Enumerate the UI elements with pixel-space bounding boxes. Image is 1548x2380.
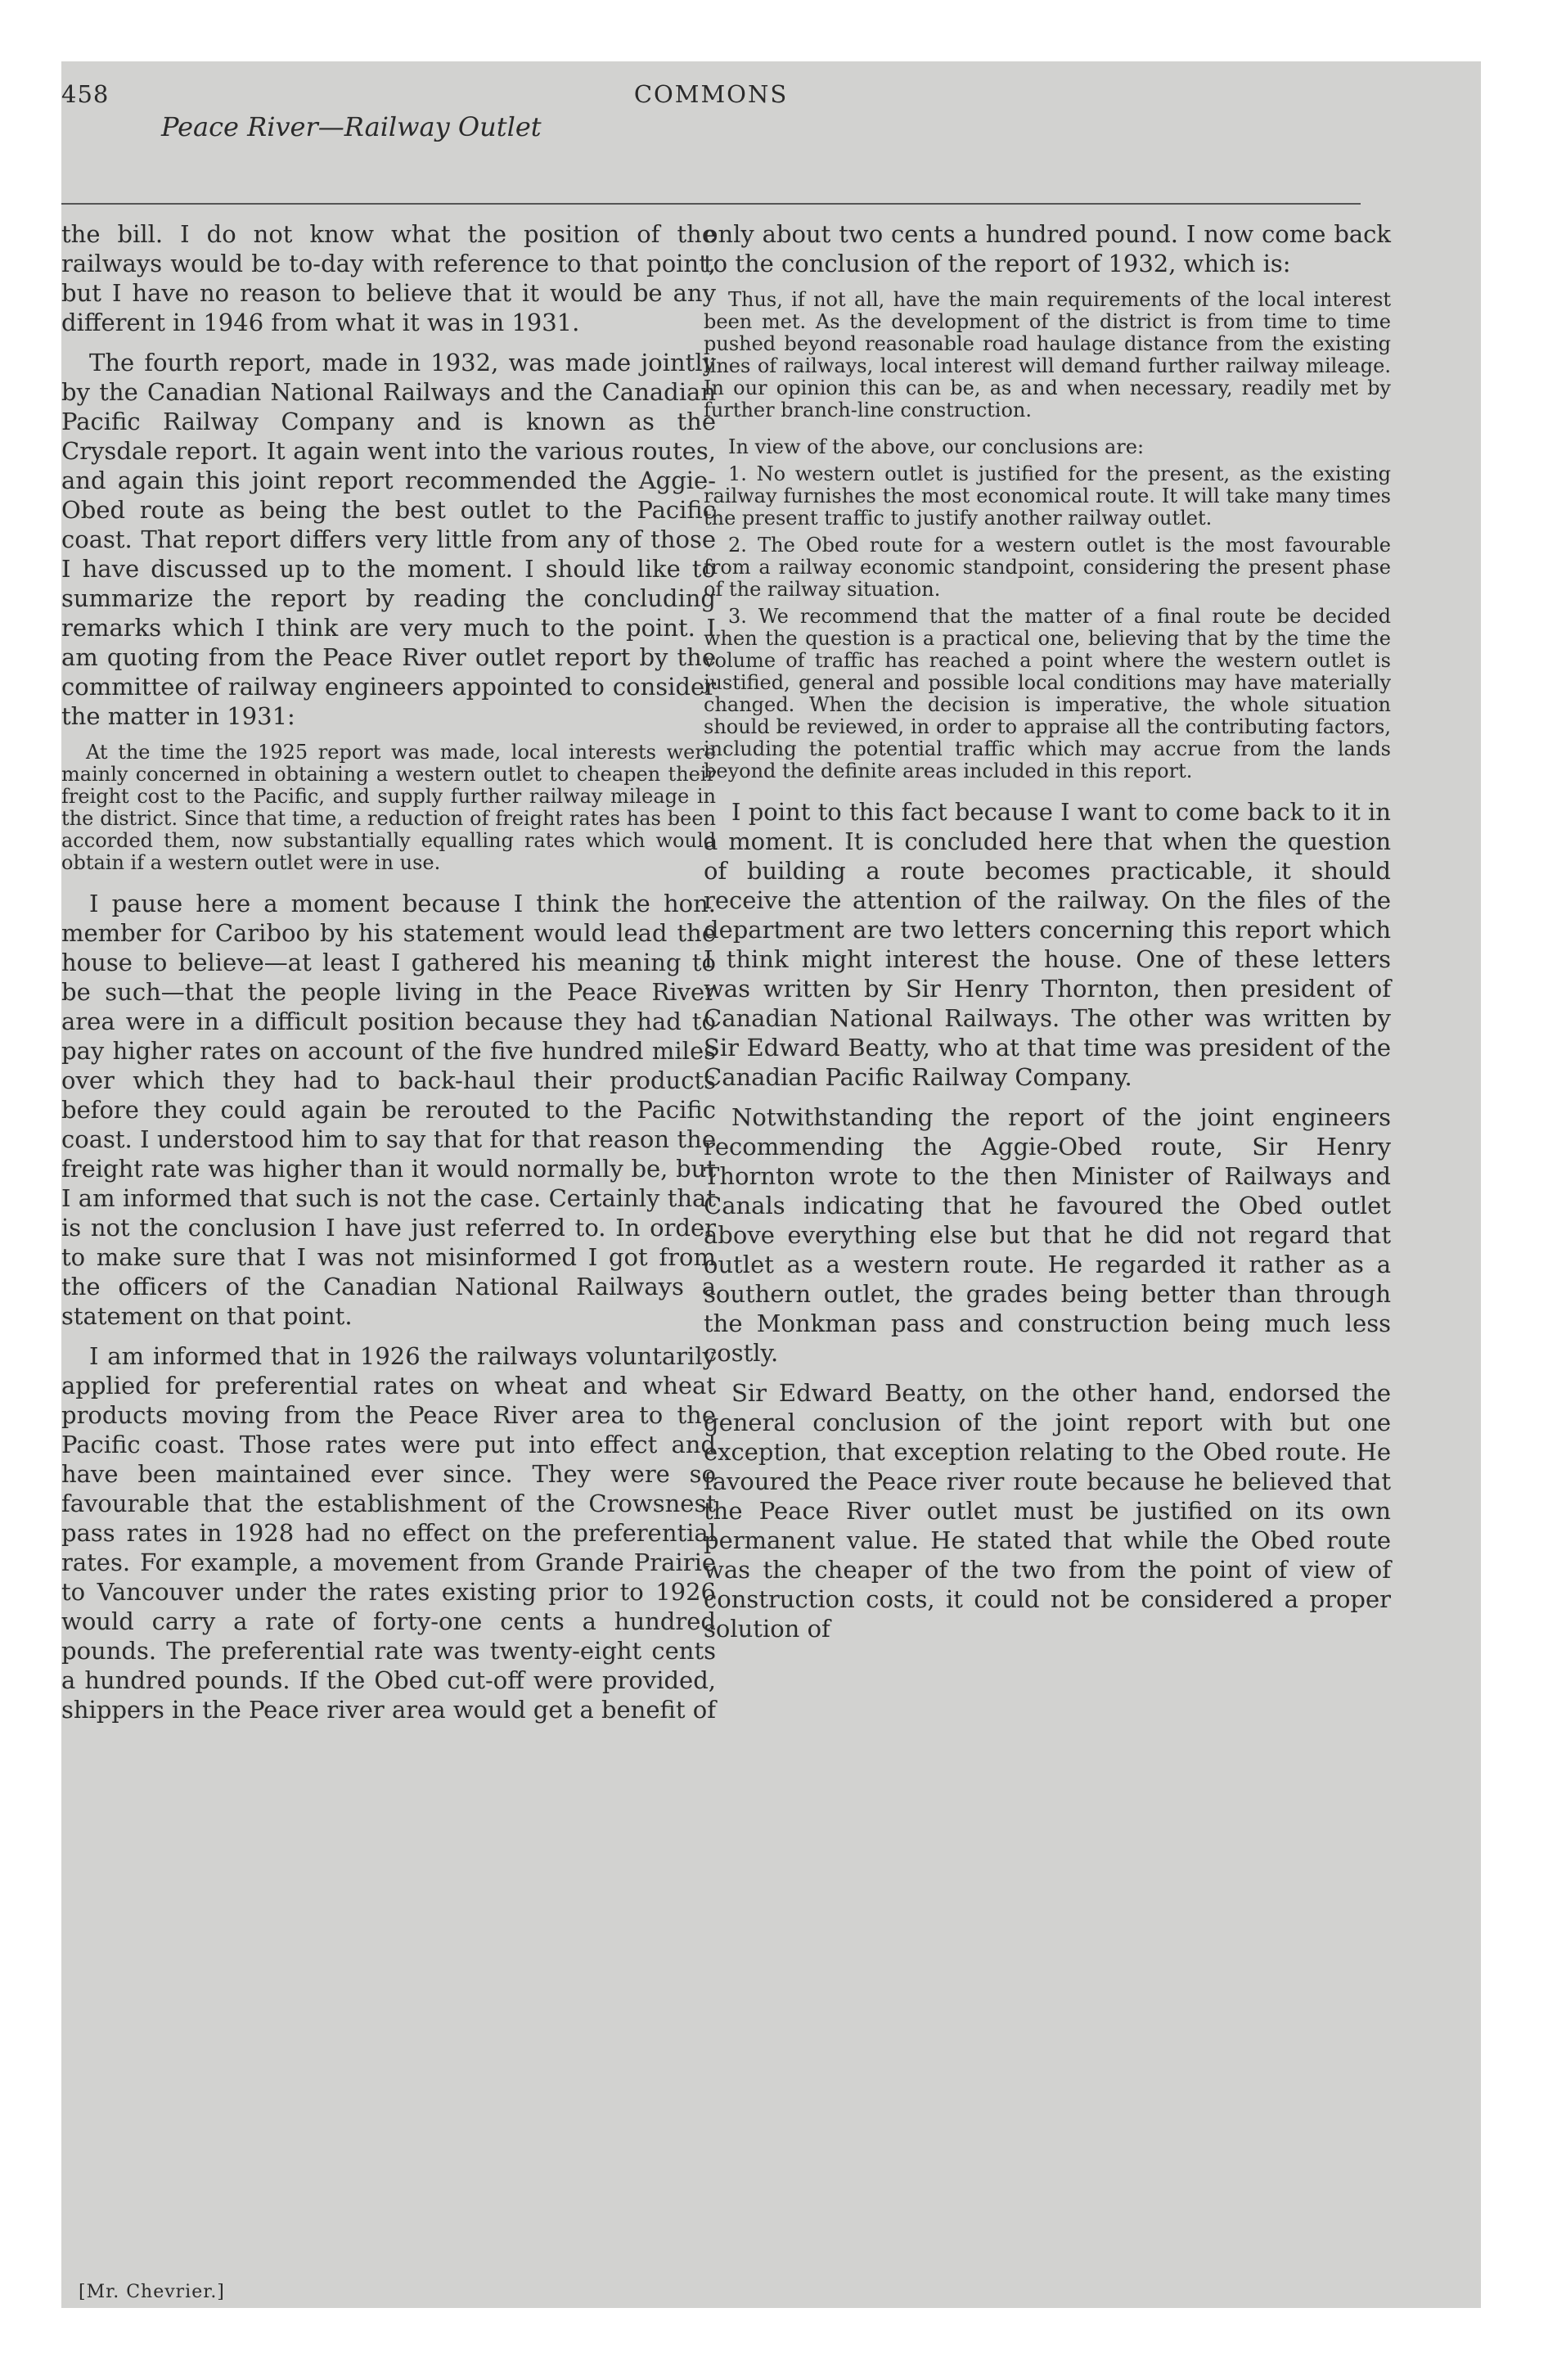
left-column xyxy=(61,219,716,1735)
quoted-paragraph: At the time the 1925 report was made, local interests were mainly concerned in obtaining a western outlet to cheapen their freight cost to the Pacific, and supply further railway mileage in the district. Since that time, a reduction of freight rates has been accorded them, now substantially equalling rates which would obtain if a western outlet were in use. xyxy=(61,741,716,874)
page-number: 458 xyxy=(61,80,110,108)
paragraph: I point to this fact because I want to come back to it in a moment. It is concluded here that when the question of building a route becomes practicable, it should receive the attention of the railway. On the files of the department are two letters concerning this report which I think might interest the house. One of these letters was written by Sir Henry Thornton, then president of Canadian National Railways. The other was written by Sir Edward Beatty, who at that time was president of the Canadian Pacific Railway Company. xyxy=(704,798,1391,1091)
running-title: Peace River—Railway Outlet xyxy=(161,111,542,142)
page-header xyxy=(61,80,1361,219)
quoted-paragraph: Thus, if not all, have the main requirements of the local interest been met. As the development of the district is from time to time pushed beyond reasonable road haulage distance from the existing lines of railways, local interest will demand further railway mileage. In our opinion this can be, as and when necessary, readily met by further branch-line construction. xyxy=(704,288,1391,421)
quoted-paragraph: 3. We recommend that the matter of a final route be decided when the question is a practical one, believing that by the time the volume of traffic has reached a point where the western outlet is justified, general and possible local conditions may have materially changed. When the decision is imperative, the whole situation should be reviewed, in order to appraise all the contributing factors, including the potential traffic which may accrue from the lands beyond the definite areas included in this report. xyxy=(704,605,1391,782)
quoted-paragraph: In view of the above, our conclusions are: xyxy=(728,435,1145,458)
speaker-footnote: [Mr. Chevrier.] xyxy=(79,2282,225,2302)
header-rule xyxy=(61,203,1361,205)
paragraph: I am informed that in 1926 the railways voluntarily applied for preferential rates on wheat and wheat products moving from the Peace River area to the Pacific coast. Those rates were put into effect and have been maintained ever since. They were so favourable that the establishment of the Crowsnest pass rates in 1928 had no effect on the preferential rates. For example, a movement from Grande Prairie to Vancouver under the rates existing prior to 1926 would carry a rate of forty-one cents a hundred pounds. The preferential rate was twenty-eight cents a hundred pounds. If the Obed cut-off were provided, shippers in the Peace river area would get a benefit of xyxy=(61,1342,716,1724)
quoted-paragraph: 2. The Obed route for a western outlet is the most favourable from a railway economic standpoint, considering the present phase of the railway situation. xyxy=(704,534,1391,601)
paragraph: I pause here a moment because I think the hon. member for Cariboo by his statement would lead the house to believe—at least I gathered his meaning to be such—that the people living in the Peace River area were in a difficult position because they had to pay higher rates on account of the five hundred miles over which they had to back-haul their products before they could again be rerouted to the Pacific coast. I understood him to say that for that reason the freight rate was higher than it would normally be, but I am informed that such is not the case. Certainly that is not the conclusion I have just referred to. In order to make sure that I was not misinformed I got from the officers of the Canadian National Railways a statement on that point. xyxy=(61,890,716,1330)
paragraph: The fourth report, made in 1932, was made jointly by the Canadian National Railways and the Canadian Pacific Railway Company and is known as the Crysdale report. It again went into the various routes, and again this joint report recommended the Aggie-Obed route as being the best outlet to the Pacific coast. That report differs very little from any of those I have discussed up to the moment. I should like to summarize the report by reading the concluding remarks which I think are very much to the point. I am quoting from the Peace River outlet report by the committee of railway engineers appointed to consider the matter in 1931: xyxy=(61,349,716,730)
volume-title: COMMONS xyxy=(633,80,789,108)
quoted-paragraph: 1. No western outlet is justified for the present, as the existing railway furnishes the most economical route. It will take many times the present traffic to justify another railway outlet. xyxy=(704,462,1391,530)
paragraph: the bill. I do not know what the position of the railways would be to-day with reference to that point, but I have no reason to believe that it would be any different in 1946 from what it was in 1931. xyxy=(61,220,716,336)
paragraph: Notwithstanding the report of the joint engineers recommending the Aggie-Obed route, Sir Henry Thornton wrote to the then Minister of Railways and Canals indicating that he favoured the Obed outlet above everything else but that he did not regard that outlet as a western route. He regarded it rather as a southern outlet, the grades being better than through the Monkman pass and construction being much less costly. xyxy=(704,1103,1391,1367)
right-column xyxy=(704,219,1391,1654)
paragraph: only about two cents a hundred pound. I now come back to the conclusion of the report of 1932, which is: xyxy=(704,220,1391,277)
paragraph: Sir Edward Beatty, on the other hand, endorsed the general conclusion of the joint report with but one exception, that exception relating to the Obed route. He favoured the Peace river route because he believed that the Peace River outlet must be justified on its own permanent value. He stated that while the Obed route was the cheaper of the two from the point of view of construction costs, it could not be considered a proper solution of xyxy=(704,1379,1391,1643)
